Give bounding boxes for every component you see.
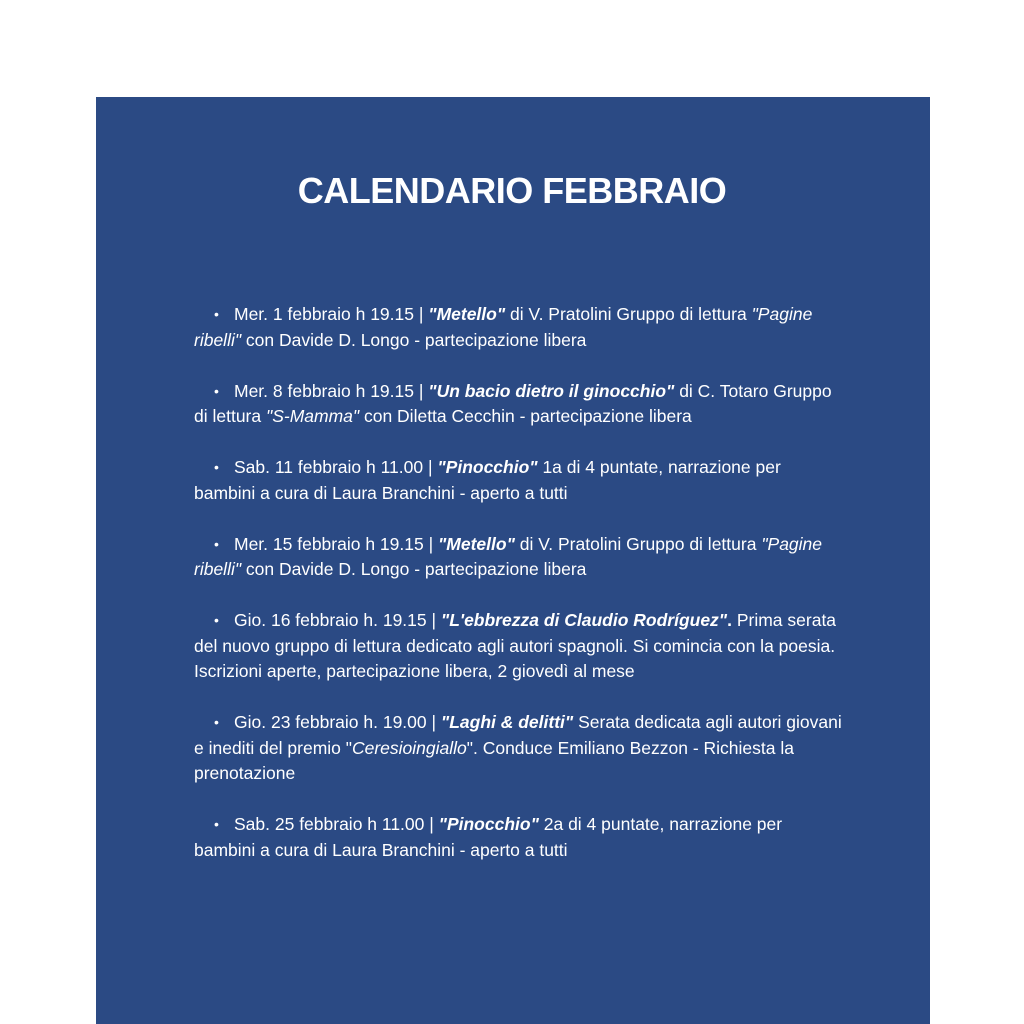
page-title: CALENDARIO FEBBRAIO bbox=[297, 170, 727, 211]
event-date: Sab. 11 febbraio h 11.00 | bbox=[234, 457, 438, 477]
bullet-icon: • bbox=[214, 714, 219, 730]
event-details: ". Conduce Emiliano Bezzon - Richiesta la prenotazione bbox=[194, 737, 794, 783]
event-date: Mer. 8 febbraio h 19.15 | bbox=[234, 380, 429, 401]
event-date: Mer. 15 febbraio h 19.15 | bbox=[234, 533, 438, 554]
event-details: Serata dedicata agli autori giovani e inediti del premio " bbox=[194, 712, 842, 758]
event-details: di C. Totaro Gruppo di lettura bbox=[194, 380, 832, 426]
event-details: 2a di 4 puntate, narrazione per bambini a cura di Laura Branchini - aperto a tutti bbox=[194, 814, 783, 860]
event-date: Mer. 1 febbraio h 19.15 | bbox=[234, 304, 429, 324]
event-date: Gio. 23 febbraio h. 19.00 | bbox=[234, 712, 441, 732]
event-date: Sab. 25 febbraio h 11.00 | bbox=[234, 814, 439, 834]
event-item bbox=[194, 455, 844, 506]
bullet-icon: • bbox=[214, 306, 219, 322]
event-punctuation: . bbox=[727, 610, 732, 630]
event-work-title: "Un bacio dietro il ginocchio" bbox=[428, 380, 675, 401]
event-item bbox=[194, 302, 844, 353]
event-item bbox=[194, 532, 844, 583]
event-details: Prima serata del nuovo gruppo di lettura dedicato agli autori spagnoli. Si comincia con la poesia. Iscrizioni aperte, partecipazione libera, 2 giovedì al mese bbox=[194, 610, 837, 681]
event-date: Gio. 16 febbraio h. 19.15 | bbox=[234, 610, 441, 630]
event-prize-name: Ceresioingiallo bbox=[351, 737, 467, 758]
event-work-title: "L'ebbrezza di Claudio Rodríguez" bbox=[440, 610, 728, 630]
bullet-icon: • bbox=[214, 535, 219, 552]
event-list bbox=[194, 302, 844, 889]
event-work-title: "Metello" bbox=[428, 304, 506, 324]
event-details: con Davide D. Longo - partecipazione libera bbox=[241, 329, 587, 350]
event-work-title: "Pinocchio" bbox=[437, 457, 538, 477]
event-item bbox=[194, 379, 844, 430]
event-item bbox=[194, 710, 844, 787]
event-work-title: "Pinocchio" bbox=[438, 814, 539, 834]
event-item bbox=[194, 812, 844, 863]
bullet-icon: • bbox=[214, 382, 219, 399]
event-item bbox=[194, 608, 844, 685]
bullet-icon: • bbox=[214, 612, 219, 628]
event-details: 1a di 4 puntate, narrazione per bambini a cura di Laura Branchini - aperto a tutti bbox=[194, 457, 781, 503]
bullet-icon: • bbox=[214, 459, 219, 475]
event-details: di V. Pratolini Gruppo di lettura bbox=[505, 304, 752, 324]
bullet-icon: • bbox=[214, 816, 219, 832]
event-group-name: "Pagine ribelli" bbox=[194, 304, 813, 350]
event-work-title: "Laghi & delitti" bbox=[440, 712, 574, 732]
event-details: con Diletta Cecchin - partecipazione libera bbox=[359, 406, 692, 426]
event-group-name: "Pagine ribelli" bbox=[194, 533, 823, 579]
event-group-name: "S-Mamma" bbox=[265, 406, 360, 426]
event-work-title: "Metello" bbox=[437, 533, 515, 554]
event-details: con Davide D. Longo - partecipazione libera bbox=[241, 559, 587, 579]
event-details: di V. Pratolini Gruppo di lettura bbox=[514, 533, 762, 554]
